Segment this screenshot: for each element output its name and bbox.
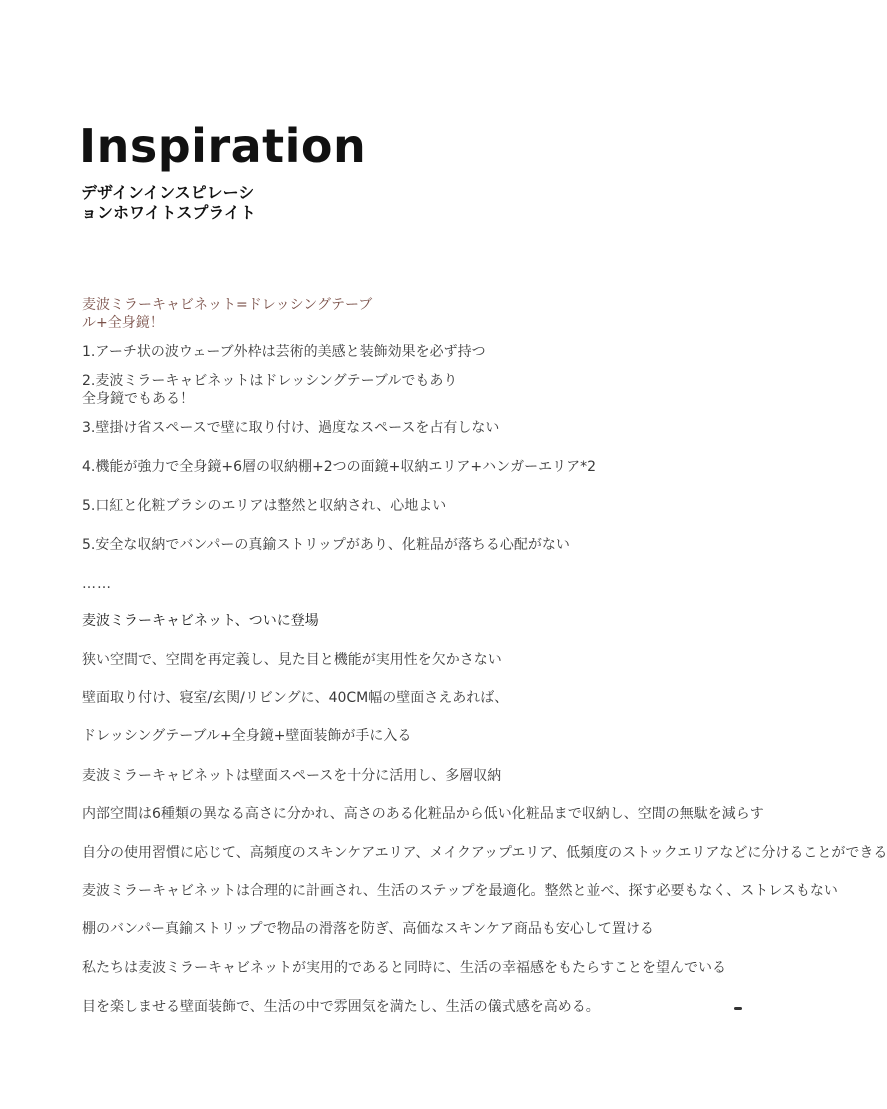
feature-2 [82,372,457,408]
feature-2-line-1: 2.麦波ミラーキャビネットはドレッシングテーブルでもあり [82,373,458,389]
feature-2-line-2: 全身鏡でもある！ [82,391,194,407]
subtitle [81,183,286,223]
intro-line-1: 麦波ミラーキャビネット=ドレッシングテーブ [82,297,373,313]
section-heading: 麦波ミラーキャビネット、ついに登場 [82,613,319,629]
feature-6: 5.安全な収納でバンパーの真鍮ストリップがあり、化粧品が落ちる心配がない [82,537,570,553]
ink-speck [734,1007,742,1010]
intro-text [82,296,372,332]
ellipsis: …… [82,576,112,592]
paragraph-2: 壁面取り付け、寝室/玄関/リビングに、40CM幅の壁面さえあれば、 [82,690,509,706]
feature-5: 5.口紅と化粧ブラシのエリアは整然と収納され、心地よい [82,498,447,514]
page-title: Inspiration [79,119,367,173]
feature-4: 4.機能が強力で全身鏡+6層の収納棚+2つの面鏡+収納エリア+ハンガーエリア*2 [82,459,596,475]
feature-3: 3.壁掛け省スペースで壁に取り付け、過度なスペースを占有しない [82,420,500,436]
paragraph-4: 麦波ミラーキャビネットは壁面スペースを十分に活用し、多層収納 [82,768,502,784]
feature-1: 1.アーチ状の波ウェーブ外枠は芸術的美感と装飾効果を必ず持つ [82,344,486,360]
intro-line-2: ル+全身鏡！ [82,315,164,331]
paragraph-3: ドレッシングテーブル+全身鏡+壁面装飾が手に入る [82,728,412,744]
subtitle-line-1: デザインインスピレーシ [81,183,255,202]
paragraph-5: 内部空間は6種類の異なる高さに分かれ、高さのある化粧品から低い化粧品まで収納し、空間の無駄を減らす [82,806,764,822]
paragraph-1: 狭い空間で、空間を再定義し、見た目と機能が実用性を欠かさない [82,652,502,668]
paragraph-7: 麦波ミラーキャビネットは合理的に計画され、生活のステップを最適化。整然と並べ、探す必要もなく、ストレスもない [82,883,838,899]
paragraph-6: 自分の使用習慣に応じて、高頻度のスキンケアエリア、メイクアップエリア、低頻度のストックエリアなどに分けることができる [82,845,887,861]
paragraph-9: 私たちは麦波ミラーキャビネットが実用的であると同時に、生活の幸福感をもたらすことを望んでいる [82,960,726,976]
paragraph-8: 棚のバンパー真鍮ストリップで物品の滑落を防ぎ、高価なスキンケア商品も安心して置ける [82,921,654,937]
paragraph-10: 目を楽しませる壁面装飾で、生活の中で雰囲気を満たし、生活の儀式感を高める。 [82,999,600,1015]
subtitle-line-2: ョンホワイトスプライト [81,203,256,222]
